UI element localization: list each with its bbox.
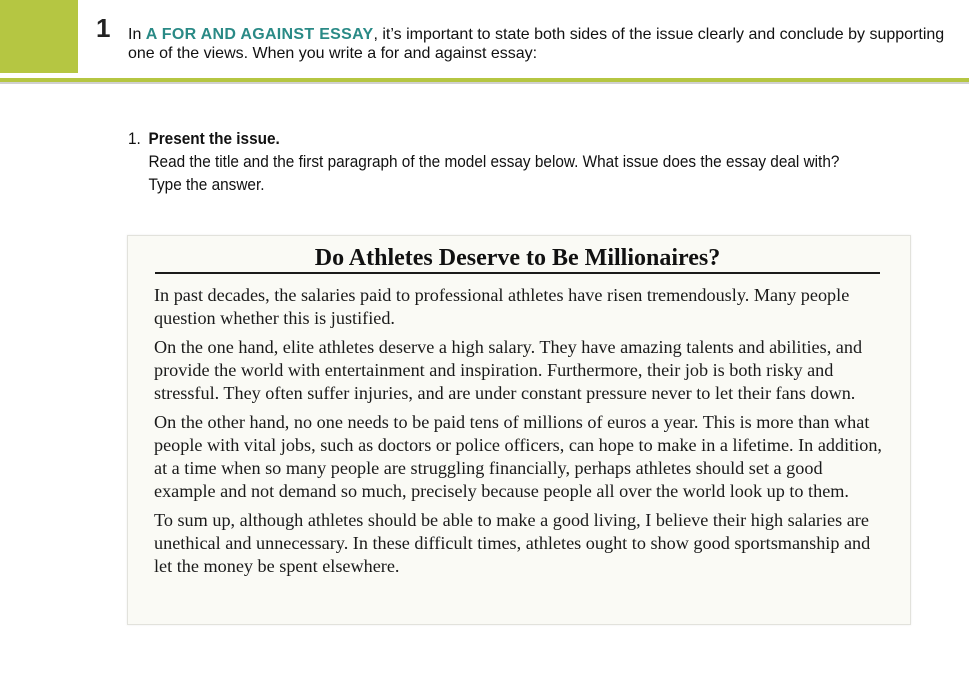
essay-paragraph: On the other hand, no one needs to be paid tens of millions of euros a year. This is more than what people with vital jobs, such as doctors or police officers, can hope to make in a lifetime. In addition, at a time when so many people are struggling financially, perhaps athletes should set a good example and not demand so much, precisely because people all over the world look up to them. [154, 412, 882, 501]
essay-body [154, 284, 884, 584]
intro-highlight: A FOR AND AGAINST ESSAY [145, 26, 374, 43]
intro-text [128, 25, 948, 63]
step-number: 1 [96, 13, 111, 43]
essay-title: Do Athletes Deserve to Be Millionaires? [314, 245, 721, 271]
instruction-text: Read the title and the first paragraph of the model essay below. What issue does the essay deal with? Type the answer. [148, 153, 840, 194]
intro-prefix: In [128, 26, 146, 43]
essay-paragraph: On the one hand, elite athletes deserve a high salary. They have amazing talents and abilities, and provide the world with entertainment and inspiration. Furthermore, their job is both risky and stressful. They often suffer injuries, and are under constant pressure never to let their fans down. [154, 337, 863, 403]
intro-suffix: , it’s important to state both sides of the issue clearly and conclude by supporting one of the views. When you write a for and against essay: [128, 26, 945, 62]
essay-paragraph: To sum up, although athletes should be able to make a good living, I believe their high salaries are unethical and unnecessary. In these difficult times, athletes ought to show good sportsmanship and let the money be spent elsewhere. [154, 510, 871, 576]
instruction-number: 1. [128, 130, 141, 148]
instruction-item [128, 128, 872, 197]
essay-paragraph: In past decades, the salaries paid to professional athletes have risen tremendously. Many people question whether this is justified. [154, 285, 850, 328]
model-essay-panel [127, 235, 911, 625]
header-divider-shadow [0, 82, 969, 84]
accent-block [0, 0, 78, 73]
instruction-title: Present the issue. [148, 130, 280, 148]
essay-title-rule [155, 242, 880, 274]
exercise-header [0, 0, 969, 80]
